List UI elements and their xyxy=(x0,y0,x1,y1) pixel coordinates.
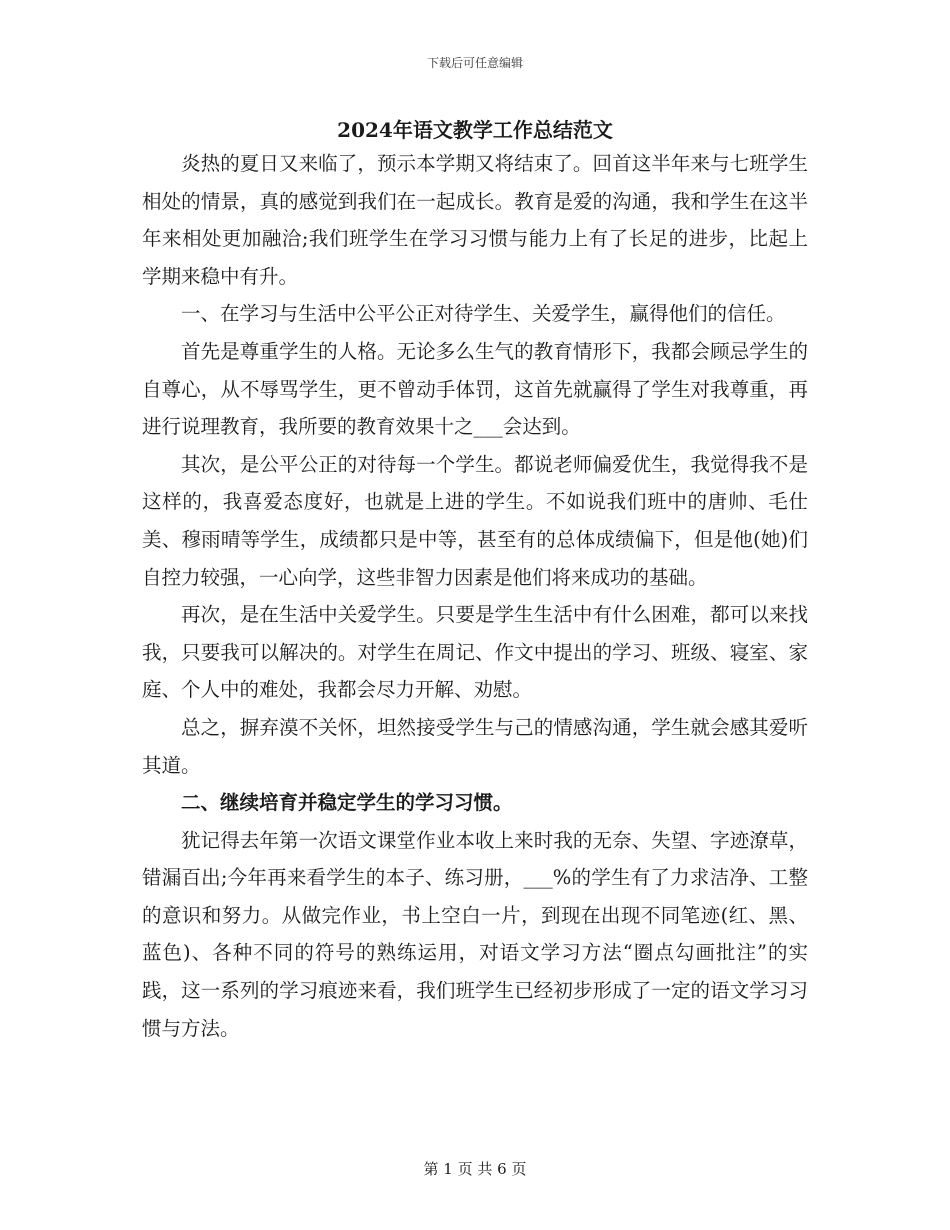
document-body xyxy=(142,145,808,1047)
paragraph-summary: 总之，摒弃漠不关怀，坦然接受学生与己的情感沟通，学生就会感其爱听其道。 xyxy=(142,715,808,777)
paragraph-fairness: 其次，是公平公正的对待每一个学生。都说老师偏爱优生，我觉得我不是这样的，我喜爱态度好，也就是上进的学生。不如说我们班中的唐帅、毛仕美、穆雨晴等学生，成绩都只是中等，甚至有的总体成绩偏下，但是他(她)们自控力较强，一心向学，这些非智力因素是他们将来成功的基础。 xyxy=(142,452,808,589)
paragraph-intro: 炎热的夏日又来临了，预示本学期又将结束了。回首这半年来与七班学生相处的情景，真的感觉到我们在一起成长。教育是爱的沟通，我和学生在这半年来相处更加融洽;我们班学生在学习习惯与能力上有了长足的进步，比起上学期来稳中有升。 xyxy=(142,152,808,288)
paragraph-habits: 犹记得去年第一次语文课堂作业本收上来时我的无奈、失望、字迹潦草，错漏百出;今年再来看学生的本子、练习册，___%的学生有了力求洁净、工整的意识和努力。从做完作业，书上空白一片，到现在出现不同笔迹(红、黑、蓝色)、各种不同的符号的熟练运用，对语文学习方法“圈点勾画批注”的实践，这一系列的学习痕迹来看，我们班学生已经初步形成了一定的语文学习习惯与方法。 xyxy=(142,828,808,1040)
section-one-heading: 一、在学习与生活中公平公正对待学生、关爱学生，赢得他们的信任。 xyxy=(181,302,786,326)
section-two-heading: 二、继续培育并稳定学生的学习习惯。 xyxy=(181,791,513,815)
document-title: 2024年语文教学工作总结范文 xyxy=(337,118,613,142)
page-number-footer: 第 1 页 共 6 页 xyxy=(423,1160,527,1178)
header-note: 下载后可任意编辑 xyxy=(426,56,523,70)
paragraph-care: 再次，是在生活中关爱学生。只要是学生生活中有什么困难，都可以来找我，只要我可以解决的。对学生在周记、作文中提出的学习、班级、寝室、家庭、个人中的难处，我都会尽力开解、劝慰。 xyxy=(142,603,808,702)
paragraph-respect: 首先是尊重学生的人格。无论多么生气的教育情形下，我都会顾忌学生的自尊心，从不辱骂学生，更不曾动手体罚，这首先就赢得了学生对我尊重，再进行说理教育，我所要的教育效果十之___会达到。 xyxy=(142,339,808,439)
